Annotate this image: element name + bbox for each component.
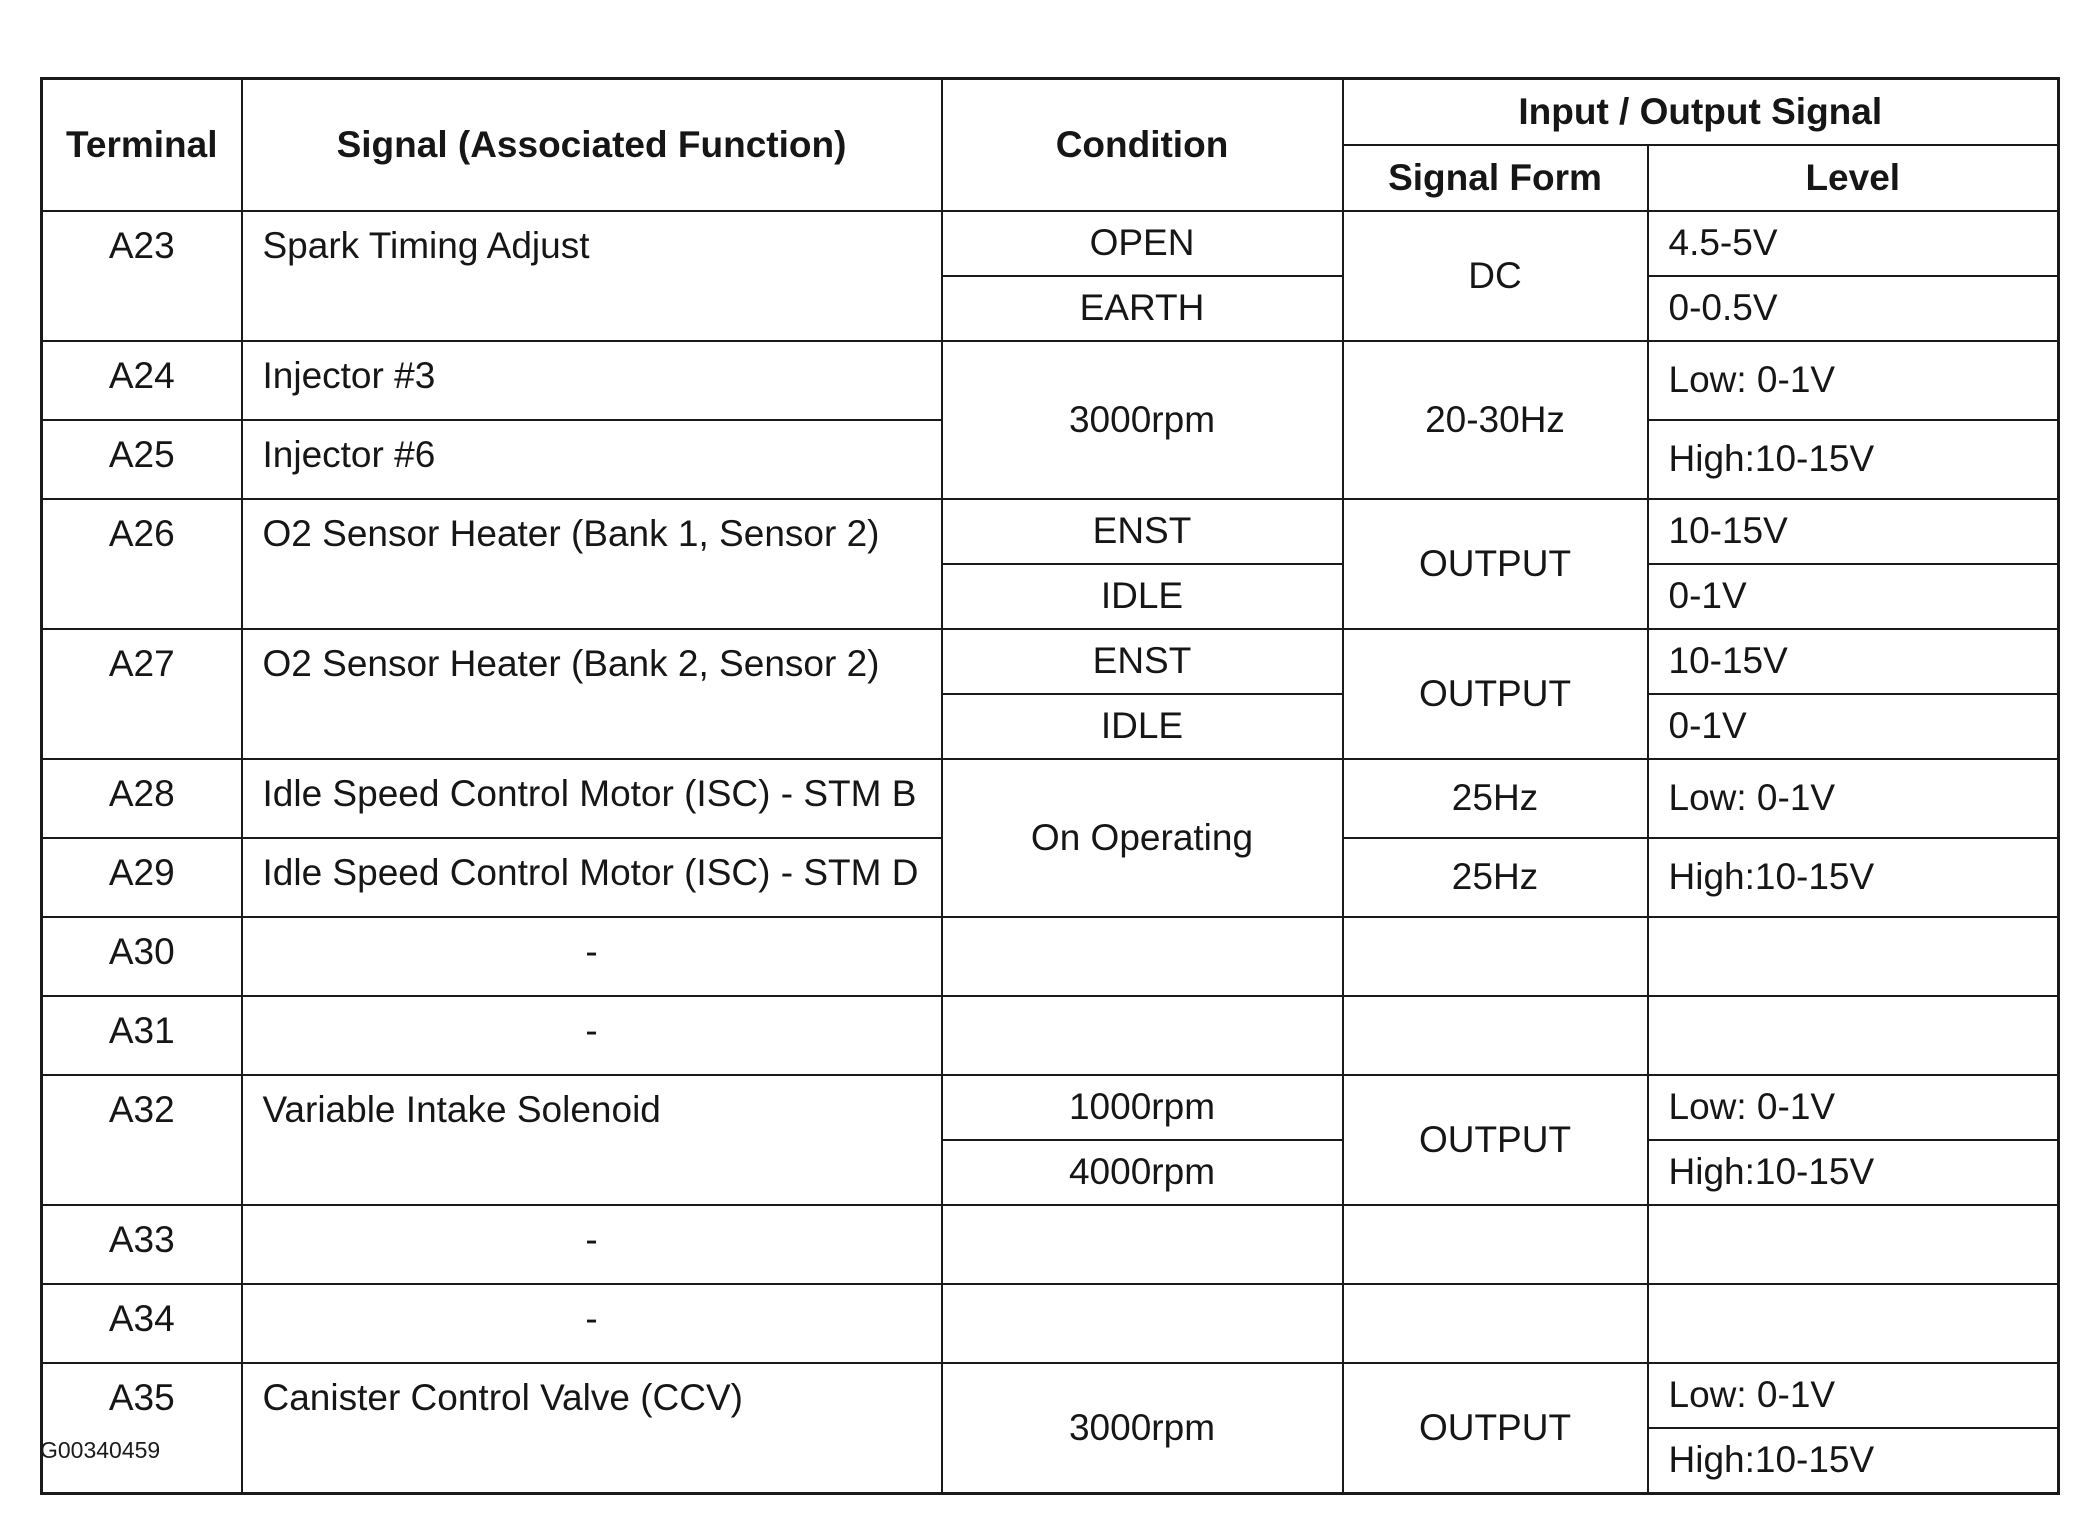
signal-form-cell (1343, 1205, 1648, 1284)
signal-cell: - (242, 996, 942, 1075)
signal-cell: O2 Sensor Heater (Bank 2, Sensor 2) (242, 629, 942, 759)
terminal-cell: A32 (42, 1075, 242, 1205)
level-cell: Low: 0-1V (1648, 341, 2059, 420)
condition-cell (942, 1284, 1343, 1363)
terminal-cell: A23 (42, 211, 242, 341)
table-row (42, 1363, 2059, 1428)
condition-cell (942, 996, 1343, 1075)
header-level: Level (1648, 145, 2059, 211)
header-condition: Condition (942, 79, 1343, 212)
terminal-cell: A26 (42, 499, 242, 629)
level-cell: 10-15V (1648, 629, 2059, 694)
table-row (42, 211, 2059, 276)
table-row (42, 341, 2059, 420)
signal-form-cell: 25Hz (1343, 759, 1648, 838)
signal-form-cell: 25Hz (1343, 838, 1648, 917)
header-signal-form: Signal Form (1343, 145, 1648, 211)
terminal-cell: A28 (42, 759, 242, 838)
signal-form-cell (1343, 996, 1648, 1075)
level-cell: 4.5-5V (1648, 211, 2059, 276)
level-cell: High:10-15V (1648, 1140, 2059, 1205)
signal-cell: Idle Speed Control Motor (ISC) - STM B (242, 759, 942, 838)
signal-cell: Canister Control Valve (CCV) (242, 1363, 942, 1494)
condition-cell: OPEN (942, 211, 1343, 276)
table-row (42, 759, 2059, 838)
condition-cell: IDLE (942, 694, 1343, 759)
signal-form-cell: OUTPUT (1343, 1075, 1648, 1205)
terminal-signal-table (40, 77, 2060, 1495)
level-cell (1648, 996, 2059, 1075)
terminal-cell: A24 (42, 341, 242, 420)
table-row (42, 917, 2059, 996)
condition-cell (942, 917, 1343, 996)
terminal-cell: A31 (42, 996, 242, 1075)
condition-cell: 4000rpm (942, 1140, 1343, 1205)
signal-cell: Variable Intake Solenoid (242, 1075, 942, 1205)
table-row (42, 996, 2059, 1075)
signal-cell: - (242, 1205, 942, 1284)
signal-cell: O2 Sensor Heater (Bank 1, Sensor 2) (242, 499, 942, 629)
signal-cell: Spark Timing Adjust (242, 211, 942, 341)
level-cell: Low: 0-1V (1648, 1363, 2059, 1428)
level-cell: 0-0.5V (1648, 276, 2059, 341)
level-cell: Low: 0-1V (1648, 759, 2059, 838)
level-cell (1648, 1284, 2059, 1363)
terminal-cell: A25 (42, 420, 242, 499)
table-row (42, 1075, 2059, 1140)
signal-form-cell: 20-30Hz (1343, 341, 1648, 499)
header-terminal: Terminal (42, 79, 242, 212)
signal-cell: Injector #3 (242, 341, 942, 420)
condition-cell (942, 1205, 1343, 1284)
terminal-cell: A27 (42, 629, 242, 759)
condition-cell: IDLE (942, 564, 1343, 629)
condition-cell: 3000rpm (942, 1363, 1343, 1494)
table-row (42, 499, 2059, 564)
signal-cell: - (242, 917, 942, 996)
level-cell: High:10-15V (1648, 838, 2059, 917)
level-cell (1648, 1205, 2059, 1284)
signal-form-cell: OUTPUT (1343, 629, 1648, 759)
level-cell: 0-1V (1648, 564, 2059, 629)
table-row (42, 629, 2059, 694)
signal-cell: Idle Speed Control Motor (ISC) - STM D (242, 838, 942, 917)
level-cell: High:10-15V (1648, 420, 2059, 499)
terminal-cell: A33 (42, 1205, 242, 1284)
terminal-cell: A34 (42, 1284, 242, 1363)
signal-form-cell: OUTPUT (1343, 1363, 1648, 1494)
table-row (42, 1205, 2059, 1284)
signal-form-cell: DC (1343, 211, 1648, 341)
condition-cell: 1000rpm (942, 1075, 1343, 1140)
condition-cell: 3000rpm (942, 341, 1343, 499)
level-cell: Low: 0-1V (1648, 1075, 2059, 1140)
table-row (42, 1284, 2059, 1363)
level-cell: High:10-15V (1648, 1428, 2059, 1494)
level-cell: 10-15V (1648, 499, 2059, 564)
level-cell: 0-1V (1648, 694, 2059, 759)
level-cell (1648, 917, 2059, 996)
condition-cell: On Operating (942, 759, 1343, 917)
terminal-cell: A30 (42, 917, 242, 996)
signal-form-cell (1343, 1284, 1648, 1363)
terminal-cell: A35 (42, 1363, 242, 1494)
signal-form-cell: OUTPUT (1343, 499, 1648, 629)
figure-id: G00340459 (40, 1437, 161, 1463)
condition-cell: ENST (942, 629, 1343, 694)
signal-form-cell (1343, 917, 1648, 996)
signal-cell: Injector #6 (242, 420, 942, 499)
signal-cell: - (242, 1284, 942, 1363)
header-io-signal: Input / Output Signal (1343, 79, 2059, 146)
condition-cell: EARTH (942, 276, 1343, 341)
terminal-cell: A29 (42, 838, 242, 917)
header-signal: Signal (Associated Function) (242, 79, 942, 212)
condition-cell: ENST (942, 499, 1343, 564)
